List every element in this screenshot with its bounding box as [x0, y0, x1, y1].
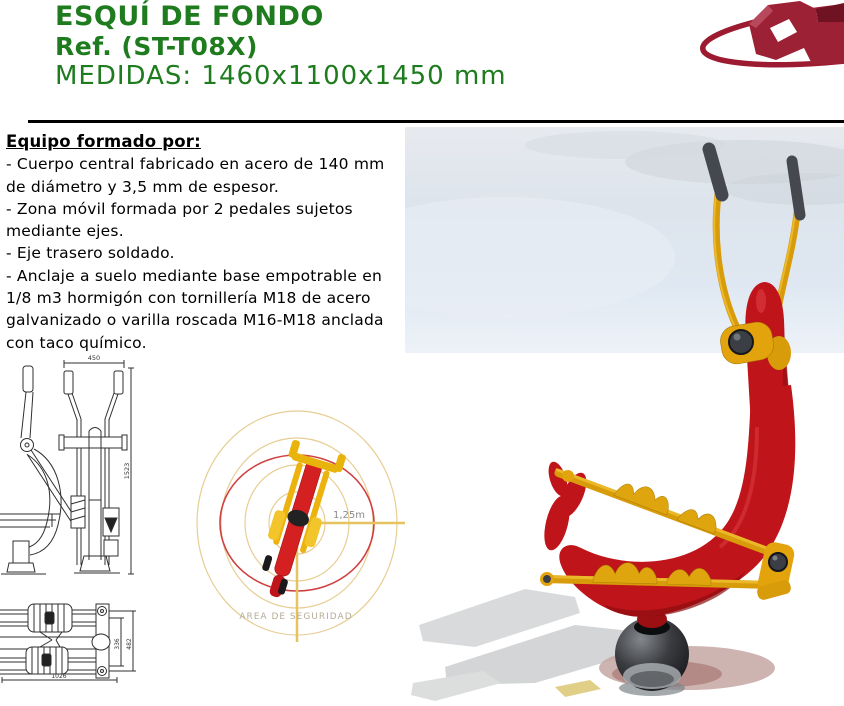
- safety-caption: AREA DE SEGURIDAD: [239, 612, 353, 622]
- description-line: 1/8 m3 hormigón con tornillería M18 de acero: [6, 289, 371, 308]
- equipment-description: [6, 131, 384, 354]
- description-line: - Cuerpo central fabricado en acero de 140 mm: [6, 155, 385, 174]
- front-view-drawing: [59, 355, 134, 574]
- safety-radius-label: 1,25m: [333, 510, 366, 521]
- description-line: - Zona móvil formada por 2 pedales sujetos: [6, 199, 353, 218]
- dim-label-inner: 336: [114, 638, 121, 650]
- safety-area-diagram: [197, 411, 405, 642]
- header-divider: [28, 120, 844, 123]
- header-title-block: [55, 2, 507, 90]
- dim-label-length: 1026: [51, 673, 67, 680]
- description-line: galvanizado o varilla roscada M16-M18 anclada: [6, 311, 384, 330]
- dim-label-outer: 482: [126, 638, 133, 650]
- product-title: ESQUÍ DE FONDO: [55, 1, 324, 32]
- technical-drawings: [0, 355, 405, 706]
- product-render-3d: [405, 127, 844, 706]
- description-line: - Eje trasero soldado.: [6, 244, 175, 263]
- dim-label-height: 1523: [123, 462, 131, 480]
- description-line: con taco químico.: [6, 333, 147, 352]
- description-line: de diámetro y 3,5 mm de espesor.: [6, 177, 280, 196]
- description-line: - Anclaje a suelo mediante base empotrable en: [6, 266, 383, 285]
- dim-label-width: 450: [87, 355, 101, 362]
- ground-shadow: [411, 589, 775, 701]
- cloud: [525, 131, 725, 159]
- product-ref: Ref. (ST-T08X): [55, 32, 258, 62]
- brand-logo-icon: [694, 0, 844, 70]
- plan-view-drawing: [0, 604, 136, 683]
- description-heading: Equipo formado por:: [6, 132, 201, 151]
- side-view-drawing: [0, 366, 77, 574]
- product-dimensions: MEDIDAS: 1460x1100x1450 mm: [55, 61, 507, 92]
- base-sphere: [615, 617, 689, 691]
- description-line: mediante ejes.: [6, 222, 124, 241]
